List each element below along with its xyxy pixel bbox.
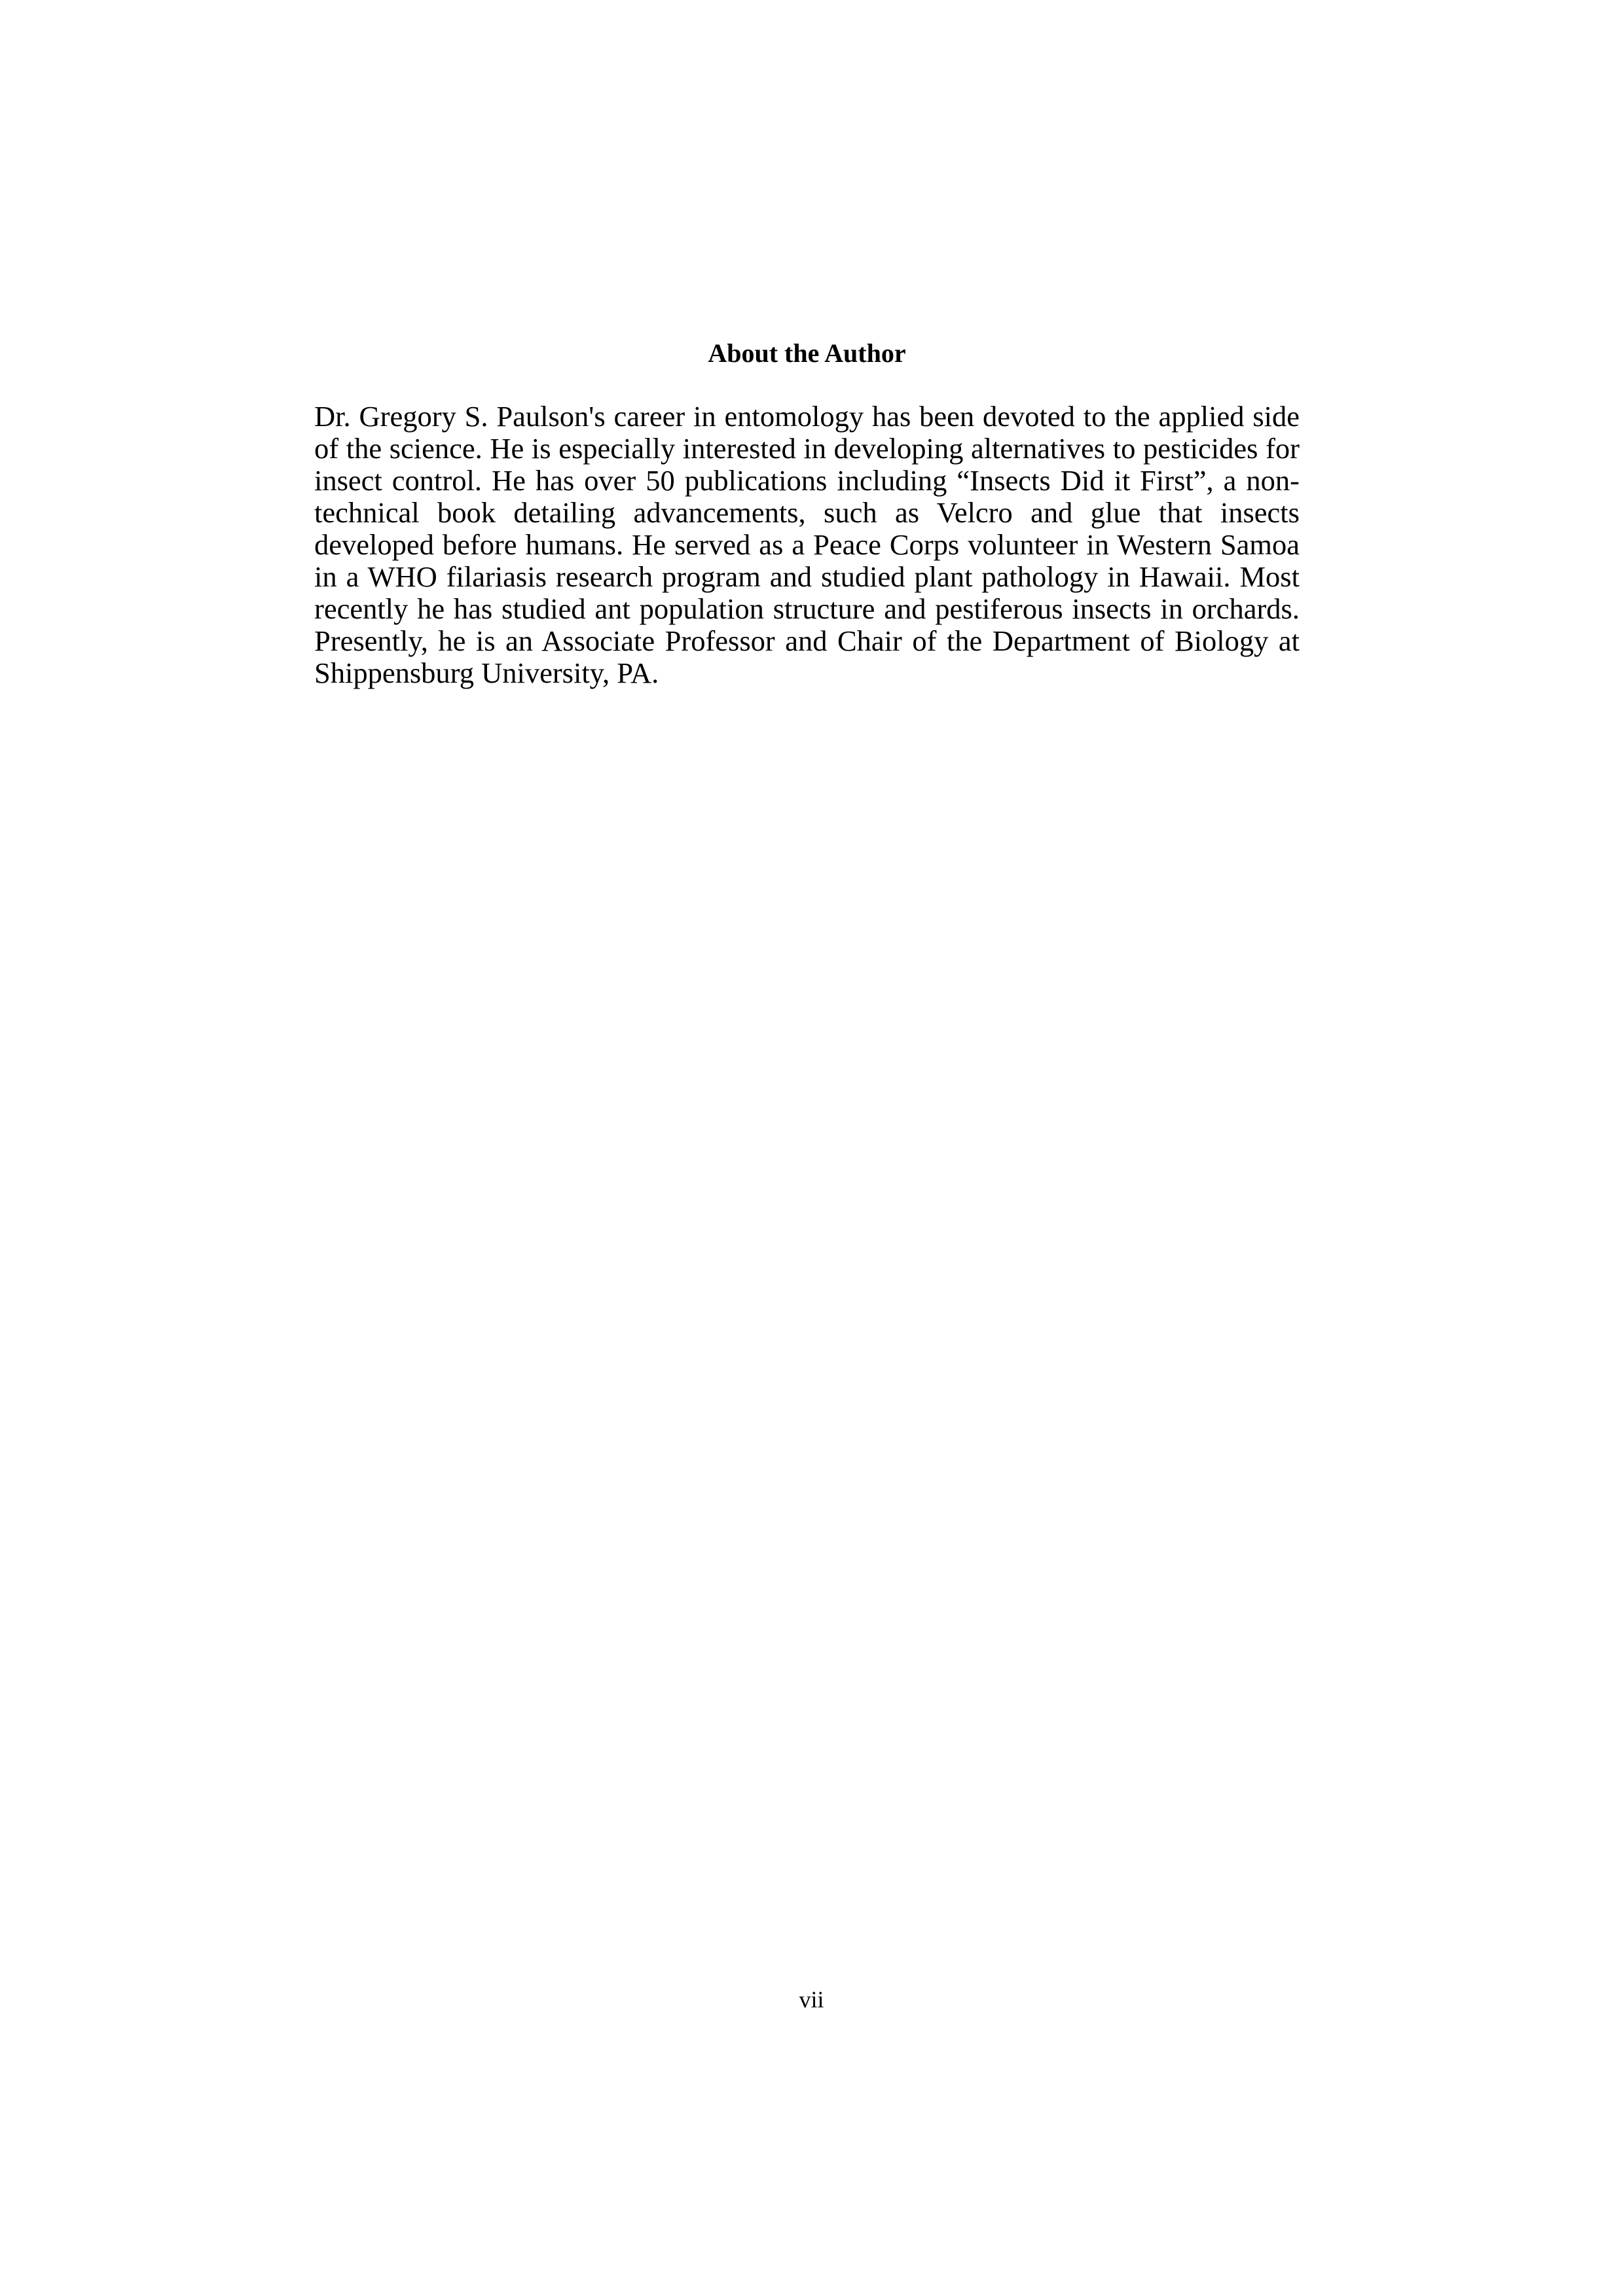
page-number: vii xyxy=(799,1986,824,2013)
section-heading: About the Author xyxy=(708,338,906,368)
author-bio-paragraph: Dr. Gregory S. Paulson's career in entomology has been devoted to the applied side of the science. He is especially interested in developing alternatives to pesticides for insect control. He has over 50 publications including “Insects Did it First”, a non-technical book detailing advancements, such as Velcro and glue that insects developed before humans. He served as a Peace Corps volunteer in Western Samoa in a WHO filariasis research program and studied plant pathology in Hawaii. Most recently he has studied ant population structure and pestiferous insects in orchards. Presently, he is an Associate Professor and Chair of the Department of Biology at Shippensburg University, PA. xyxy=(314,400,1300,689)
